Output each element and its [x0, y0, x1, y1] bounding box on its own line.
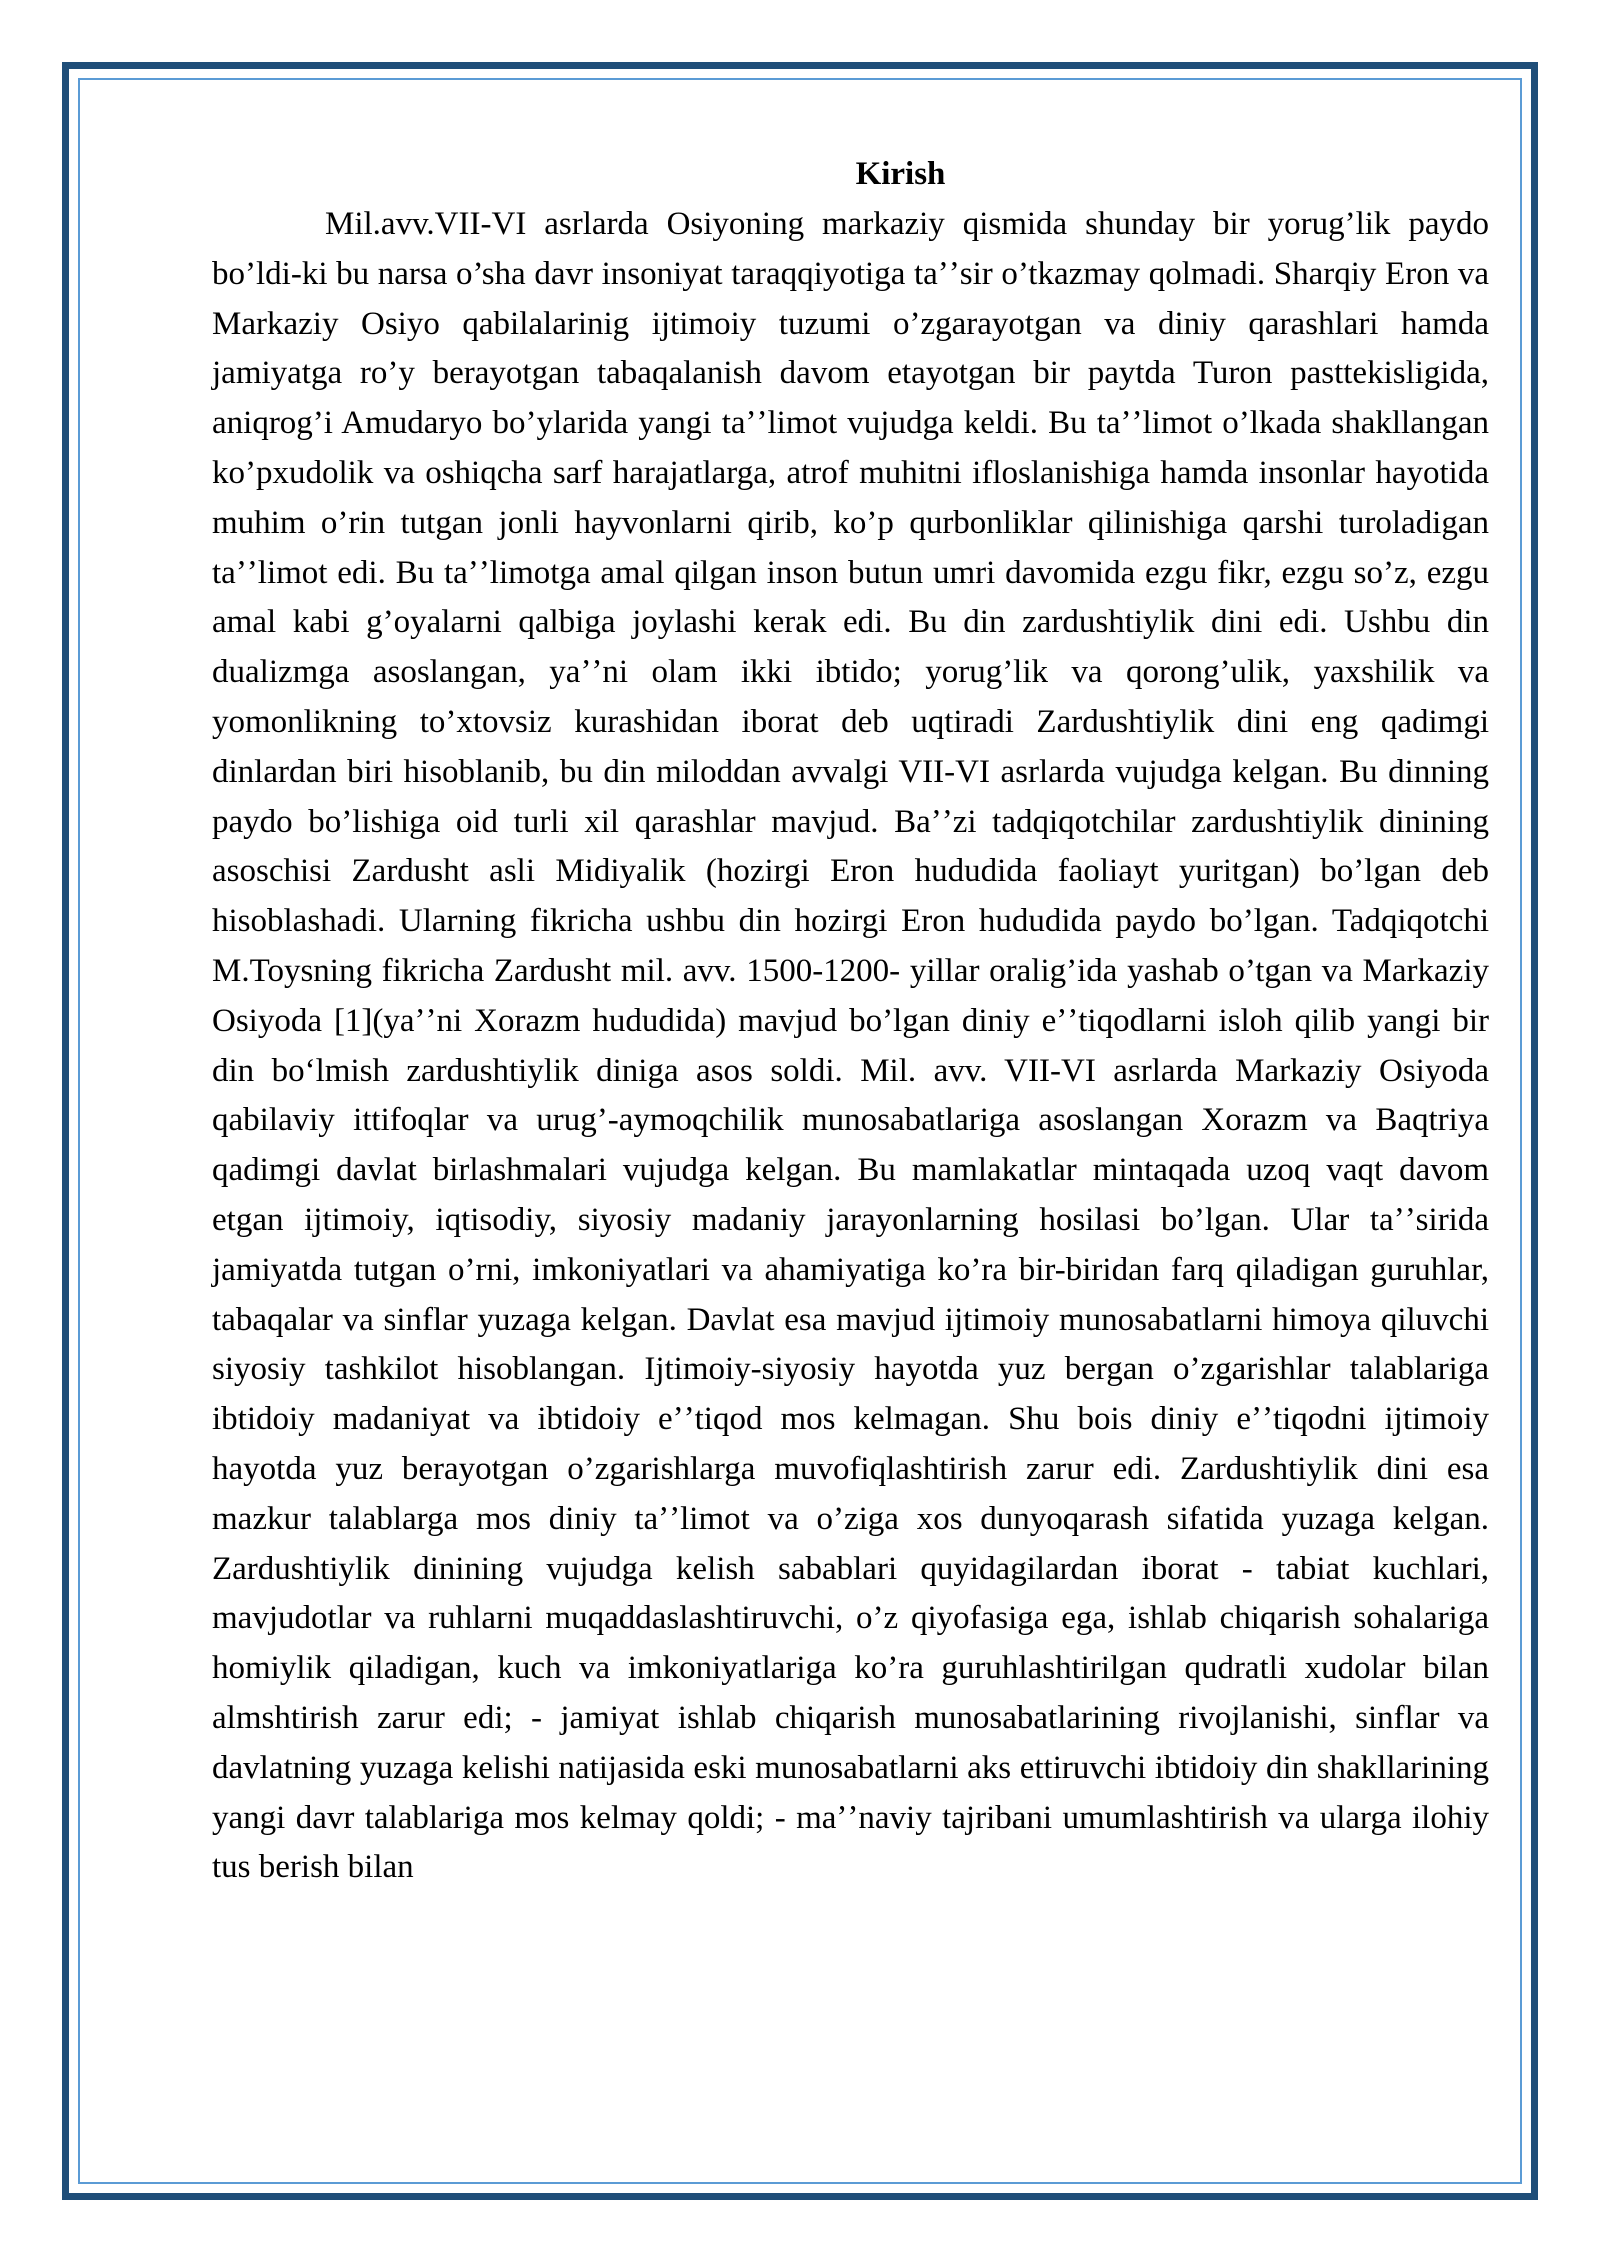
- body-paragraph: Mil.avv.VII-VI asrlarda Osiyoning markaziy qismida shunday bir yorug’lik paydo bo’ldi-ki bu narsa o’sha davr insoniyat taraqqiyotiga taʼʼsir o’tkazmay qolmadi. Sharqiy Eron va Markaziy Osiyo qabilalarinig ijtimoiy tuzumi o’zgarayotgan va diniy qarashlari hamda jamiyatga ro’y berayotgan tabaqalanish davom etayotgan bir paytda Turon pasttekisligida, aniqrog’i Amudaryo bo’ylarida yangi taʼʼlimot vujudga keldi. Bu taʼʼlimot o’lkada shakllangan ko’pxudolik va oshiqcha sarf harajatlarga, atrof muhitni ifloslanishiga hamda insonlar hayotida muhim o’rin tutgan jonli hayvonlarni qirib, ko’p qurbonliklar qilinishiga qarshi turoladigan taʼʼlimot edi. Bu taʼʼlimotga amal qilgan inson butun umri davomida ezgu fikr, ezgu so’z, ezgu amal kabi g’oyalarni qalbiga joylashi kerak edi. Bu din zardushtiylik dini edi. Ushbu din dualizmga asoslangan, yaʼʼni olam ikki ibtido; yorug’lik va qorong’ulik, yaxshilik va yomonlikning to’xtovsiz kurashidan iborat deb uqtiradi Zardushtiylik dini eng qadimgi dinlardan biri hisoblanib, bu din miloddan avvalgi VII-VI asrlarda vujudga kelgan. Bu dinning paydo bo’lishiga oid turli xil qarashlar mavjud. Baʼʼzi tadqiqotchilar zardushtiylik dinining asoschisi Zardusht asli Midiyalik (hozirgi Eron hududida faoliayt yuritgan) bo’lgan deb hisoblashadi. Ularning fikricha ushbu din hozirgi Eron hududida paydo bo’lgan. Tadqiqotchi M.Toysning fikricha Zardusht mil. avv. 1500-1200- yillar oralig’ida yashab o’tgan va Markaziy Osiyoda [1](yaʼʼni Xorazm hududida) mavjud bo’lgan diniy eʼʼtiqodlarni isloh qilib yangi bir din boʻlmish zardushtiylik diniga asos soldi. Mil. avv. VII-VI asrlarda Markaziy Osiyoda qabilaviy ittifoqlar va urug’-aymoqchilik munosabatlariga asoslangan Xorazm va Baqtriya qadimgi davlat birlashmalari vujudga kelgan. Bu mamlakatlar mintaqada uzoq vaqt davom etgan ijtimoiy, iqtisodiy, siyosiy madaniy jarayonlarning hosilasi bo’lgan. Ular taʼʼsirida jamiyatda tutgan o’rni, imkoniyatlari va ahamiyatiga ko’ra bir-biridan farq qiladigan guruhlar, tabaqalar va sinflar yuzaga kelgan. Davlat esa mavjud ijtimoiy munosabatlarni himoya qiluvchi siyosiy tashkilot hisoblangan. Ijtimoiy-siyosiy hayotda yuz bergan o’zgarishlar talablariga ibtidoiy madaniyat va ibtidoiy eʼʼtiqod mos kelmagan. Shu bois diniy eʼʼtiqodni ijtimoiy hayotda yuz berayotgan o’zgarishlarga muvofiqlashtirish zarur edi. Zardushtiylik dini esa mazkur talablarga mos diniy taʼʼlimot va o’ziga xos dunyoqarash sifatida yuzaga kelgan. Zardushtiylik dinining vujudga kelish sabablari quyidagilardan iborat - tabiat kuchlari, mavjudotlar va ruhlarni muqaddaslashtiruvchi, o’z qiyofasiga ega, ishlab chiqarish sohalariga homiylik qiladigan, kuch va imkoniyatlariga ko’ra guruhlashtirilgan qudratli xudolar bilan almshtirish zarur edi; - jamiyat ishlab chiqarish munosabatlarining rivojlanishi, sinflar va davlatning yuzaga kelishi natijasida eski munosabatlarni aks ettiruvchi ibtidoiy din shakllarining yangi davr talablariga mos kelmay qoldi; - maʼʼnaviy tajribani umumlashtirish va ularga ilohiy tus berish bilan: [212, 206, 1489, 1886]
- document-title: Kirish: [855, 156, 946, 192]
- document-content: [212, 148, 1489, 1893]
